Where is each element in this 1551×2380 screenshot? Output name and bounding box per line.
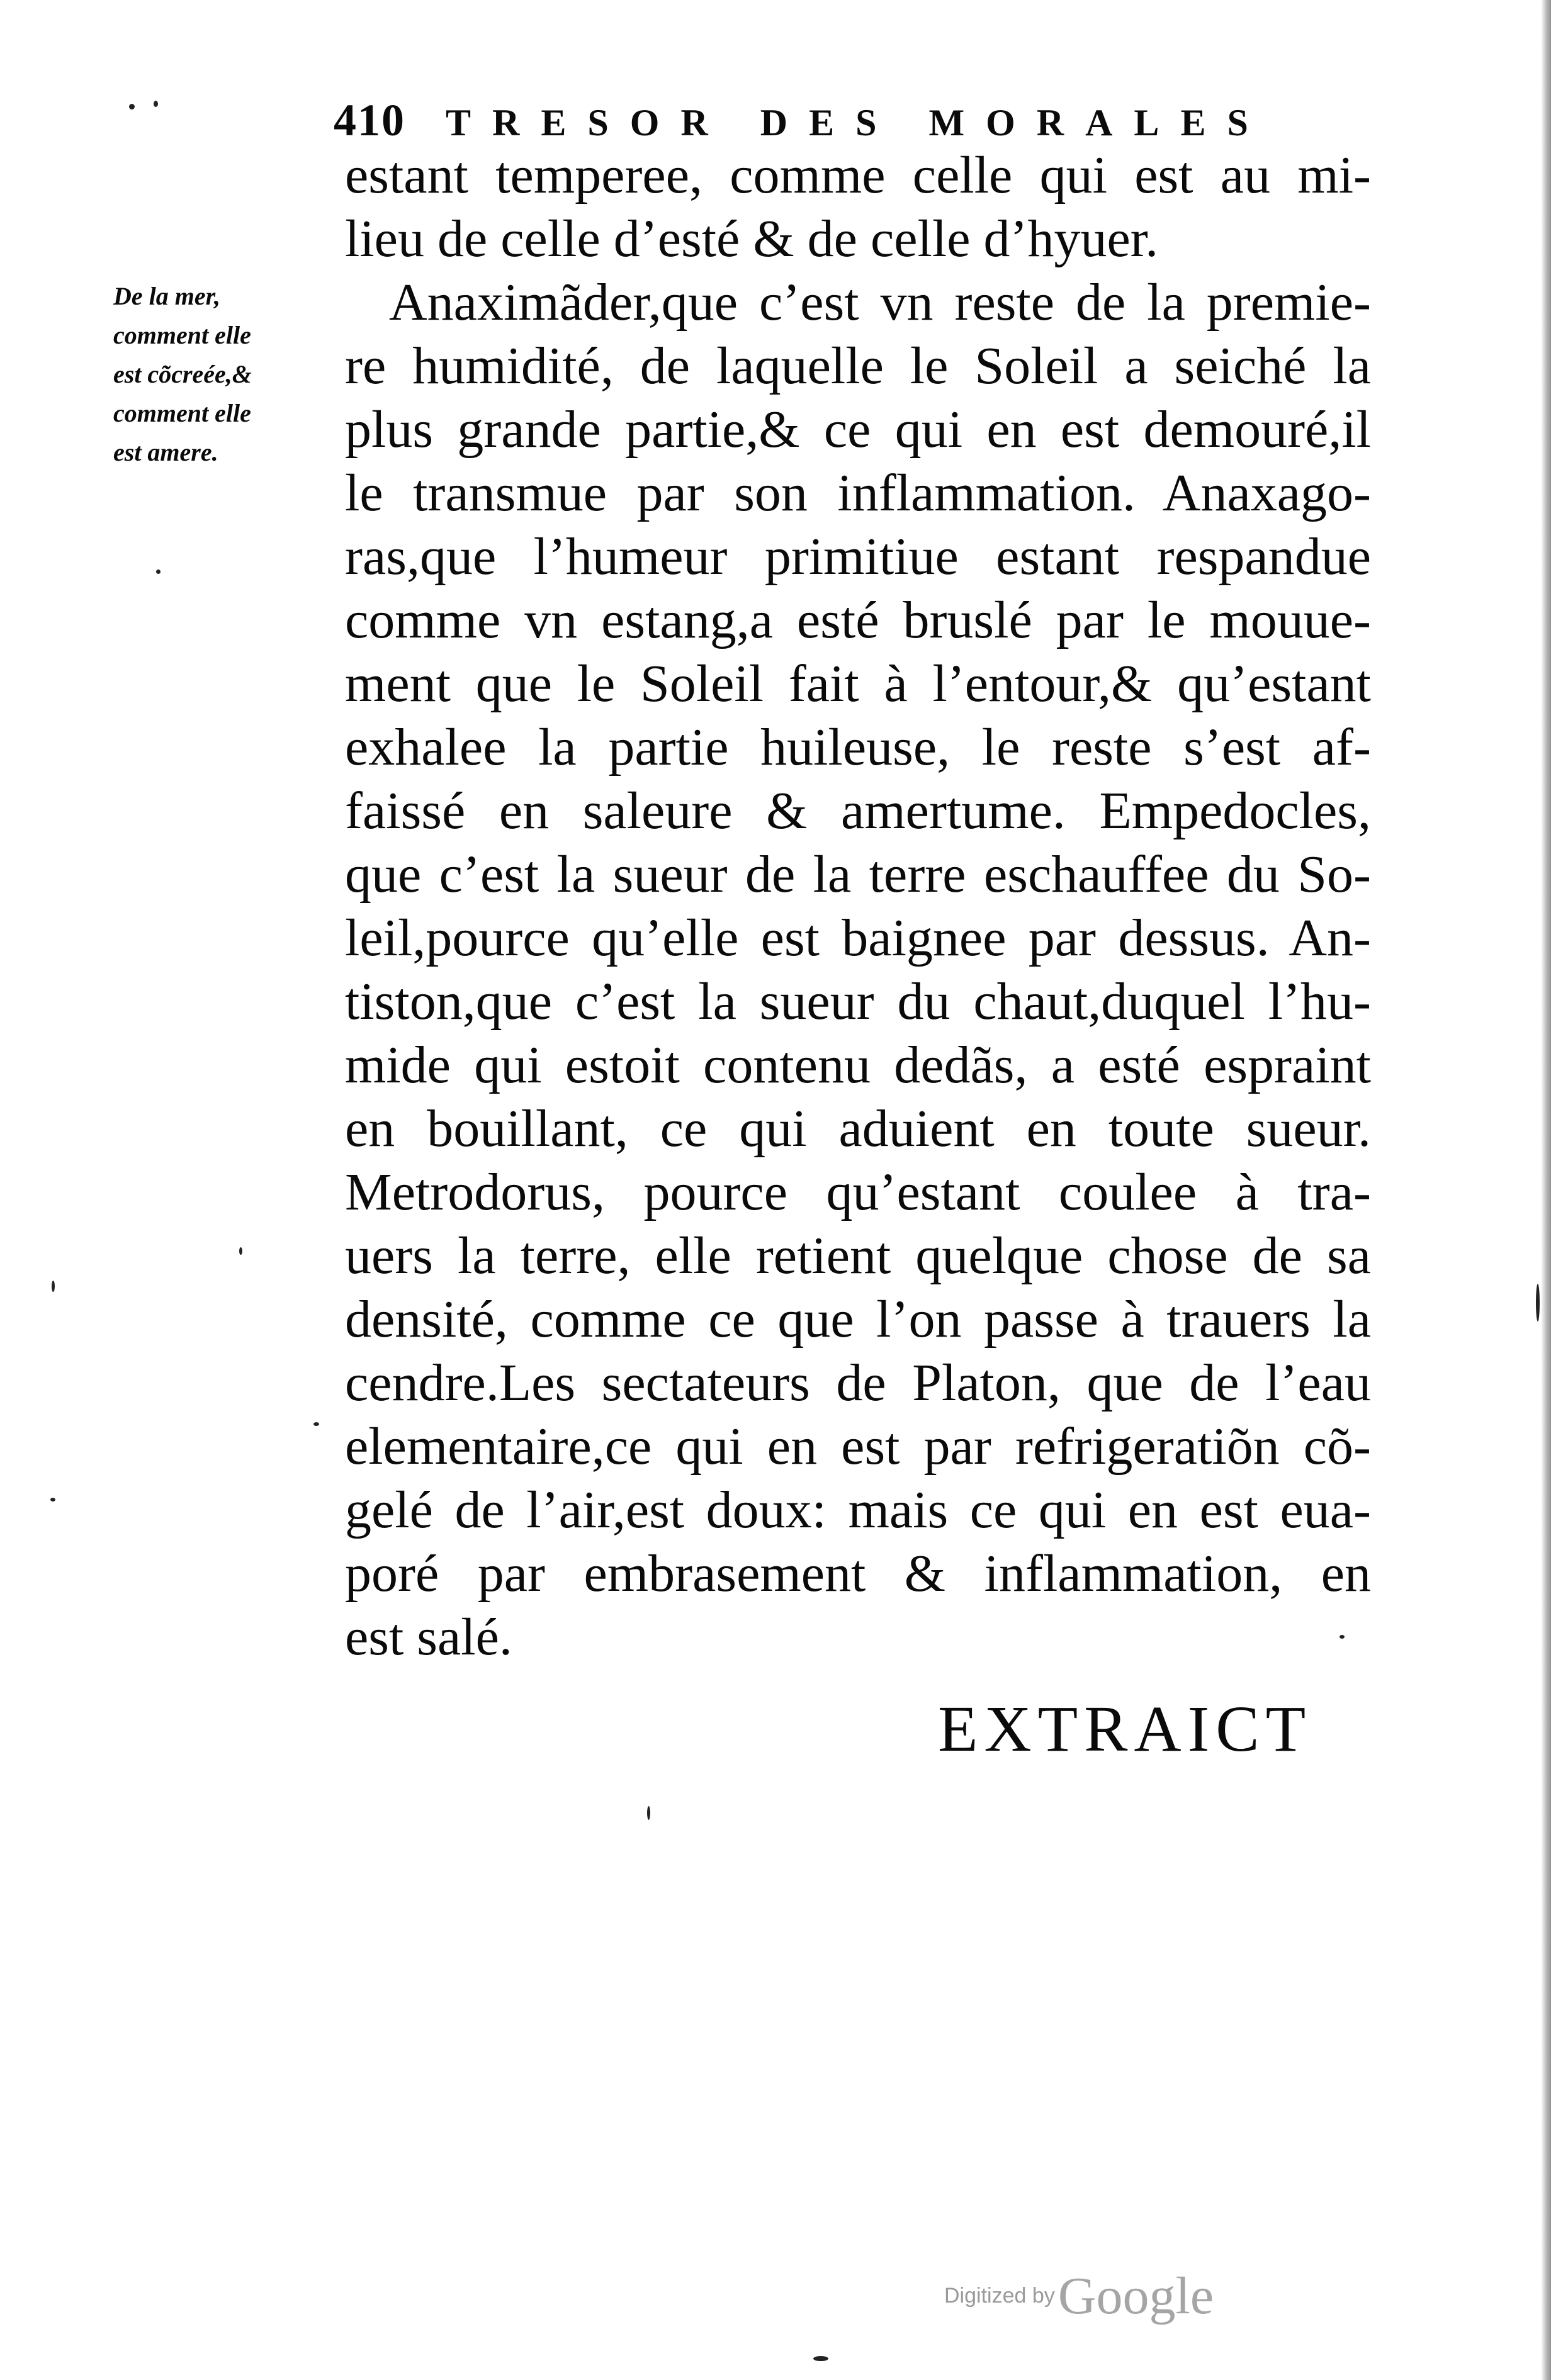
- running-head: [334, 94, 1270, 145]
- catchword: EXTRAICT: [938, 1693, 1312, 1765]
- text-line: tiston,que c’est la sueur du chaut,duquel l’hu-: [345, 972, 1371, 1031]
- text-line: leil,pource qu’elle est baignee par dessus. An-: [345, 909, 1371, 967]
- text-line: Anaximãder,que c’est vn reste de la premie-: [389, 273, 1371, 332]
- text-line: gelé de l’air,est doux: mais ce qui en est eua-: [345, 1481, 1371, 1539]
- text-line: estant temperee, comme celle qui est au mi-: [345, 146, 1371, 205]
- marginal-note-line: est amere.: [113, 438, 218, 466]
- digitized-by-label: Digitized by: [944, 2284, 1055, 2308]
- text-line: poré par embrasement & inflammation, en: [345, 1544, 1371, 1603]
- scan-speck: [239, 1247, 242, 1255]
- digitized-watermark: [944, 2265, 1214, 2325]
- scan-speck: [154, 101, 158, 107]
- text-line: uers la terre, elle retient quelque chose de sa: [345, 1226, 1371, 1285]
- text-line: le transmue par son inflammation. Anaxago-: [345, 464, 1371, 522]
- text-line: elementaire,ce qui en est par refrigeratiõn cõ-: [345, 1417, 1371, 1476]
- scan-speck: [1536, 1284, 1540, 1322]
- text-line: ment que le Soleil fait à l’entour,& qu’estant: [345, 654, 1371, 713]
- marginal-note-line: comment elle: [113, 321, 251, 349]
- marginal-note: [113, 277, 321, 472]
- scan-speck: [647, 1806, 650, 1820]
- page-number: 410: [334, 95, 405, 145]
- text-line: faissé en saleure & amertume. Empedocles,: [345, 782, 1371, 840]
- text-line: est salé.: [345, 1608, 512, 1666]
- text-line: en bouillant, ce qui aduient en toute sueur.: [345, 1099, 1371, 1158]
- text-line: densité, comme ce que l’on passe à trauers la: [345, 1290, 1371, 1349]
- text-line: plus grande partie,& ce qui en est demouré,il: [345, 400, 1371, 459]
- body-text: [345, 143, 1371, 1669]
- text-line: mide qui estoit contenu dedãs, a esté espraint: [345, 1036, 1371, 1094]
- running-title: TRESOR DES MORALES: [446, 102, 1270, 143]
- scan-speck: [156, 570, 161, 574]
- text-line: cendre.Les sectateurs de Platon, que de l’eau: [345, 1354, 1371, 1412]
- text-line: Metrodorus, pource qu’estant coulee à tra-: [345, 1163, 1371, 1221]
- scan-speck: [52, 1281, 55, 1292]
- scan-speck: [313, 1422, 319, 1426]
- text-line: que c’est la sueur de la terre eschauffee du So-: [345, 845, 1371, 904]
- marginal-note-line: comment elle: [113, 399, 251, 427]
- scan-speck: [50, 1498, 55, 1502]
- text-line: exhalee la partie huileuse, le reste s’est af-: [345, 718, 1371, 777]
- page-edge-shadow: [1541, 0, 1551, 2380]
- text-line: re humidité, de laquelle le Soleil a seiché la: [345, 337, 1371, 395]
- text-line: lieu de celle d’esté & de celle d’hyuer.: [345, 210, 1159, 268]
- marginal-note-line: De la mer,: [113, 282, 220, 310]
- marginal-note-line: est cõcreée,&: [113, 360, 252, 388]
- google-logo: Google: [1058, 2267, 1214, 2325]
- text-line: ras,que l’humeur primitiue estant respandue: [345, 527, 1371, 586]
- scan-speck: [1340, 1635, 1345, 1639]
- scan-speck: [813, 2356, 828, 2361]
- scan-speck: [129, 104, 135, 109]
- text-line: comme vn estang,a esté bruslé par le mouue-: [345, 591, 1371, 649]
